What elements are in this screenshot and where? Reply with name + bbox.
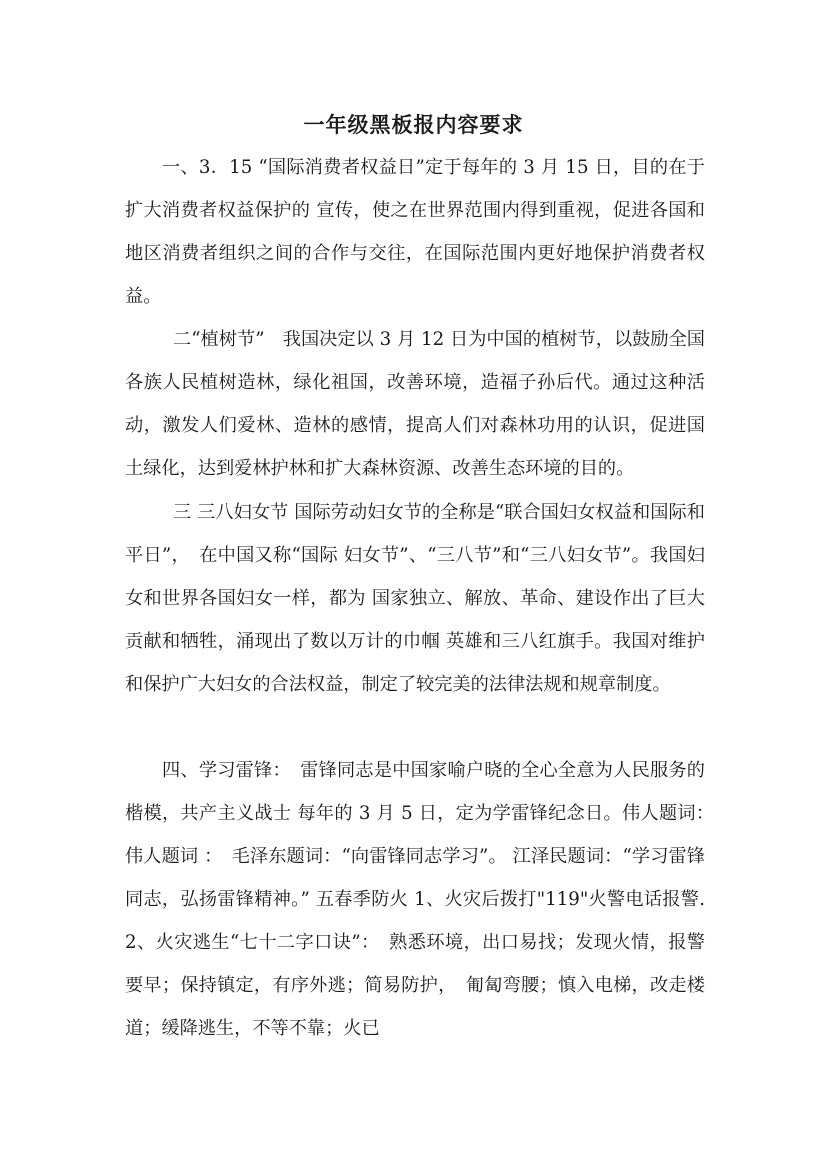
paragraph-womens-day: 三 三八妇女节 国际劳动妇女节的全称是“联合国妇女权益和国际和平日”， 在中国又称“国际 妇女节”、“三八节”和“三八妇女节”。我国妇女和世界各国妇女一样，都为 国家独立、解放、革命、建设作出了巨大贡献和牺牲，涌现出了数以万计的巾帼 英雄和三八红旗手。我国对维护和保护广大妇女的合法权益，制定了较完美的法律法规和规章制度。 xyxy=(125,502,705,695)
paragraph-learn-from-lei-feng: 四、学习雷锋： 雷锋同志是中国家喻户晓的全心全意为人民服务的楷模，共产主义战士 每年的 3 月 5 日，定为学雷锋纪念日。伟人题词： 伟人题词 ： 毛泽东题词：“向雷锋同志学习”。 江泽民题词：“学习雷锋同志，弘扬雷锋精神。” 五春季防火 1、火灾后拨打"119"火警电话报警. 2、火灾逃生“七十二字口诀”： 熟悉环境，出口易找；发现火情，报警要早；保持镇定，有序外逃；简易防护， 匍匐弯腰；慎入电梯，改走楼道；缓降逃生，不等不靠；火已 xyxy=(125,760,724,1039)
paragraph-consumer-rights-day: 一、3．15 “国际消费者权益日”定于每年的 3 月 15 日，目的在于扩大消费者权益保护的 宣传，使之在世界范围内得到重视，促进各国和地区消费者组织之间的合作与交往，在国际范围内更好地保护消费者权益。 xyxy=(125,157,705,307)
paragraph-arbor-day: 二“植树节” 我国决定以 3 月 12 日为中国的植树节，以鼓励全国各族人民植树造林，绿化祖国，改善环境，造福子孙后代。通过这种活动，激发人们爱林、造林的感情，提高人们对森林功用的认识，促进国土绿化，达到爱林护林和扩大森林资源、改善生态环境的目的。 xyxy=(125,329,705,479)
document-title: 一年级黑板报内容要求 xyxy=(303,112,524,137)
